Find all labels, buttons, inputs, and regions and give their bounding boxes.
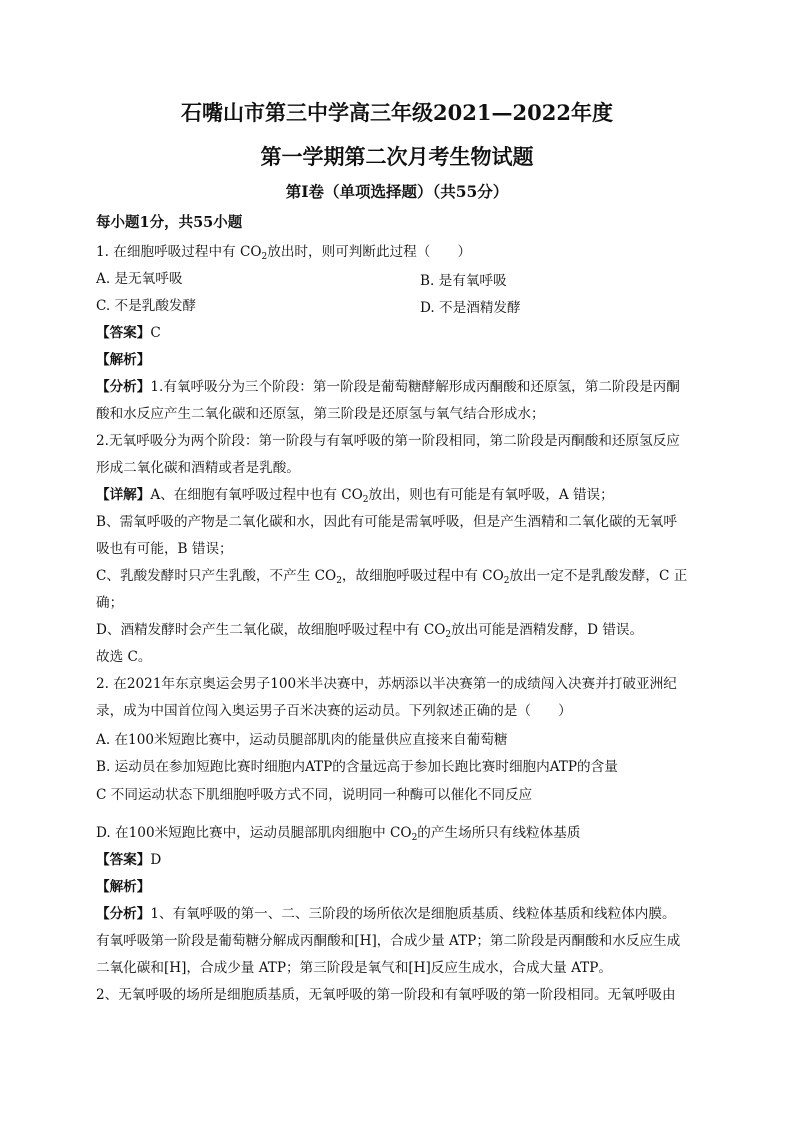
q1-answer: 【答案】C xyxy=(96,325,161,341)
q1-fx-2: 酸和水反应产生二氧化碳和还原氢，第三阶段是还原氢与氧气结合形成水； xyxy=(96,406,545,422)
section-title: 第Ⅰ卷（单项选择题）（共55分） xyxy=(285,182,509,201)
instruction: 每小题1分，共55小题 xyxy=(96,214,243,231)
q2-option-c: C 不同运动状态下肌细胞呼吸方式不同，说明同一种酶可以催化不同反应 xyxy=(96,787,533,803)
q1-stem: 1. 在细胞呼吸过程中有 $CO_2$放出时，则可判断此过程（ ） xyxy=(96,244,472,262)
q1-fx-3: 2.无氧呼吸分为两个阶段：第一阶段与有氧呼吸的第一阶段相同，第二阶段是丙酮酸和还原氢反应 xyxy=(96,433,680,449)
q1-option-d: D. 不是酒精发酵 xyxy=(420,300,521,316)
q1-analysis-tag: 【解析】 xyxy=(96,352,151,368)
q1-xj-4: C、乳酸发酵时只产生乳酸，不产生 $CO_2$，故细胞呼吸过程中有 $CO_2$放出一定不是乳酸发酵，C 正 xyxy=(96,568,688,586)
q1-fx-1: 【分析】1.有氧呼吸分为三个阶段：第一阶段是葡萄糖酵解形成丙酮酸和还原氢，第二阶段是丙酮 xyxy=(96,379,680,395)
q1-fx-4: 形成二氧化碳和酒精或者是乳酸。 xyxy=(96,460,300,476)
q2-option-a: A. 在100米短跑比赛中，运动员腿部肌肉的能量供应直接来自葡萄糖 xyxy=(96,732,508,748)
q1-xj-1: 【详解】A、在细胞有氧呼吸过程中也有 $CO_2$放出，则也有可能是有氧呼吸，A 错误； xyxy=(96,487,614,505)
q1-xj-6: D、酒精发酵时会产生二氧化碳，故细胞呼吸过程中有 $CO_2$放出可能是酒精发酵，D 错误。 xyxy=(96,622,644,640)
q1-xj-3: 吸也有可能，B 错误； xyxy=(96,541,233,557)
q1-option-a: A. 是无氧呼吸 xyxy=(96,271,183,287)
q2-stem-2: 录，成为中国首位闯入奥运男子百米决赛的运动员。下列叙述正确的是（ ） xyxy=(96,703,572,719)
q1-xj-5: 确； xyxy=(96,595,124,611)
q2-fx-2: 有氧呼吸第一阶段是葡萄糖分解成丙酮酸和[H]，合成少量 ATP；第二阶段是丙酮酸和水反应生成 xyxy=(96,933,681,949)
q1-xj-2: B、需氧呼吸的产物是二氧化碳和水，因此有可能是需氧呼吸，但是产生酒精和二氧化碳的无氧呼 xyxy=(96,514,677,530)
q1-option-c: C. 不是乳酸发酵 xyxy=(96,298,197,314)
q1-option-b: B. 是有氧呼吸 xyxy=(420,273,507,289)
q2-stem-1: 2. 在2021年东京奥运会男子100米半决赛中，苏炳添以半决赛第一的成绩闯入决赛并打破亚洲纪 xyxy=(96,676,677,692)
title-line-1: 石嘴山市第三中学高三年级2021—2022年度 xyxy=(181,100,613,125)
q2-fx-3: 二氧化碳和[H]，合成少量 ATP；第三阶段是氧气和[H]反应生成水，合成大量 ATP。 xyxy=(96,960,612,976)
q2-fx-1: 【分析】1、有氧呼吸的第一、二、三阶段的场所依次是细胞质基质、线粒体基质和线粒体内膜。 xyxy=(96,906,676,922)
title-line-2: 第一学期第二次月考生物试题 xyxy=(260,144,534,169)
q2-fx-4: 2、无氧呼吸的场所是细胞质基质，无氧呼吸的第一阶段和有氧呼吸的第一阶段相同。无氧呼吸由 xyxy=(96,987,676,1003)
q2-option-d: D. 在100米短跑比赛中，运动员腿部肌肉细胞中 $CO_2$的产生场所只有线粒体基质 xyxy=(96,825,581,843)
q2-option-b: B. 运动员在参加短跑比赛时细胞内ATP的含量远高于参加长跑比赛时细胞内ATP的含量 xyxy=(96,759,618,775)
q1-conclusion: 故选 C。 xyxy=(96,649,152,665)
q2-analysis-tag: 【解析】 xyxy=(96,879,151,895)
q2-answer: 【答案】D xyxy=(96,852,162,868)
